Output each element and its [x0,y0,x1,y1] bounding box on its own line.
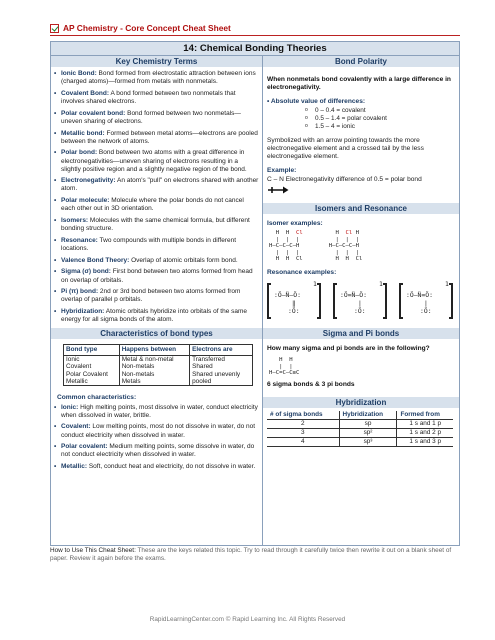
isomer-structure-1: H H Cl | | | H–C–C–C–H | | | H H Cl [269,230,303,263]
table-header: Bond type [64,344,120,355]
bond-types-heading: Characteristics of bond types [51,328,262,339]
table-row [267,428,453,437]
table-cell: pooled [190,378,253,386]
document-title: AP Chemistry - Core Concept Cheat Sheet [63,23,231,34]
isomer-label: Isomer examples: [267,220,323,228]
table-header-row [267,411,453,420]
hybridization-heading: Hybridization [263,397,459,408]
table-header: # of sigma bonds [267,411,339,420]
term-item: • Ionic Bond: Bond formed from electrostatic attraction between ions (charged atoms)—formed from metals with nonmetals. [54,70,259,86]
table-cell: sp³ [339,437,397,446]
diff-item: o 0 – 0.4 = covalent [309,107,455,115]
right-column [263,56,459,546]
sigma-pi-heading: Sigma and Pi bonds [263,328,459,339]
term-item: • Pi (π) bond: 2nd or 3rd bond between two atoms formed from overlap of parallel p orbitals. [54,288,259,304]
table-cell: 1 s and 1 p [397,419,453,428]
how-to-label: How to Use This Cheat Sheet: [50,547,136,554]
svg-text:|: | [424,298,428,307]
abs-diff-label: • Absolute value of differences: [267,98,366,106]
term-item: • Polar covalent bond: Bond formed between two nonmetals—uneven sharing of electrons. [54,110,259,126]
term-item: • Polar molecule: Molecule where the polar bonds do not cancel each other out in 3D orientation. [54,197,259,213]
example-text: C – N Electronegativity difference of 0.5 = polar bond [267,175,422,183]
table-header: Hybridization [339,411,397,420]
sigma-pi-section [263,339,459,393]
characteristic-item: • Covalent: Low melting points, most do not dissolve in water, do not conduct electricity when dissolved in water. [54,423,259,439]
cheat-sheet-page [50,41,460,546]
table-cell: 2 [267,419,339,428]
table-row [267,419,453,428]
term-item: • Metallic bond: Formed between metal atoms—electrons are pooled between the network of atoms. [54,130,259,146]
table-cell: Shared [190,363,253,370]
how-to-text: These are the keys related this topic. Try to read through it carefully twice then rewrite it out on a blank sheet of paper. Review it again before the exams. [50,547,452,562]
term-item: • Covalent Bond: A bond formed between two nonmetals that involves shared electrons. [54,90,259,106]
term-item: • Polar bond: Bond between two atoms with a great difference in electronegativities—uneven sharing of electrons resulting in a slightly positive region and a slightly negative region of the bond. [54,149,259,173]
svg-text:1: 1 [445,279,449,288]
common-characteristics-list [51,403,262,472]
isomers-section [263,214,459,326]
table-cell: 1 s and 2 p [397,428,453,437]
document-header [50,22,460,36]
table-cell: Metals [119,378,189,386]
svg-text::Ö:: :Ö: [354,306,366,315]
table-cell: sp² [339,428,397,437]
table-cell: Metallic [66,378,88,386]
sigma-answer: 6 sigma bonds & 3 pi bonds [267,381,355,389]
arrow-description: Symbolized with an arrow pointing towards the more electronegative element and a crossed tail by the less electronegative element. [267,136,424,161]
bond-types-table [63,344,253,386]
term-item: • Resonance: Two compounds with multiple bonds in different locations. [54,237,259,253]
table-cell: Metal & non-metal [119,355,189,363]
svg-text::Ö=N̈–Ö:: :Ö=N̈–Ö: [340,290,367,299]
isomer-structures [269,230,455,262]
table-cell: Polar Covalent [66,370,108,378]
table-header-row [64,344,253,355]
table-cell: Covalent [66,363,92,371]
characteristic-item: • Polar covalent: Medium melting points, some dissolve in water, do not conduct electricity when dissolved in water. [54,443,259,459]
term-item: • Valence Bond Theory: Overlap of atomic orbitals form bond. [54,257,259,265]
how-to-use-note [50,547,460,563]
polar-arrow-icon [267,186,289,194]
example-label: Example: [267,167,297,175]
key-terms-heading: Key Chemistry Terms [51,56,262,67]
table-cell: Non-metals [119,371,189,378]
term-item: • Hybridization: Atomic orbitals hybridize into orbitals of the same energy for all sigma bonds of the atom. [54,308,259,324]
svg-text::Ö–N̈=Ö:: :Ö–N̈=Ö: [406,290,433,299]
characteristic-item: • Metallic: Soft, conduct heat and electricity, do not dissolve in water. [54,463,259,471]
resonance-label: Resonance examples: [267,269,337,277]
diff-item: o 1.5 – 4 = ionic [309,123,455,131]
table-cell: Non-metals [119,363,189,370]
resonance-structures [267,280,455,320]
bond-polarity-section [263,67,459,200]
checkbox-icon [50,24,59,33]
table-cell: sp [339,419,397,428]
table-header: Formed from [397,411,453,420]
table-row [267,437,453,446]
sigma-question: How many sigma and pi bonds are in the following? [267,344,430,352]
characteristic-item: • Ionic: High melting points, most dissolve in water, conduct electricity when dissolved in water, brittle. [54,404,259,420]
table-row [64,363,253,370]
table-cell: Transferred [190,355,253,363]
table-cell: 3 [267,428,339,437]
svg-text:1: 1 [379,279,383,288]
svg-text:|: | [358,298,362,307]
svg-text:1: 1 [313,279,317,288]
sigma-structure: H H | | H–C=C–C≡C [269,357,300,376]
svg-text::Ö:: :Ö: [420,306,432,315]
table-cell: Shared unevenly [190,371,253,378]
table-header: Happens between [119,344,189,355]
table-cell: Ionic [66,355,80,363]
hybridization-table [267,411,453,447]
isomer-structure-2: H Cl H | | | H–C–C–C–H | | | H H Cl [328,230,363,263]
table-row [64,355,253,363]
polarity-intro: When nonmetals bond covalently with a large difference in electronegativity. [267,76,451,92]
table-row [64,371,253,378]
common-characteristics-heading: Common characteristics: [57,394,137,402]
table-cell: 4 [267,437,339,446]
table-header: Electrons are [190,344,253,355]
table-cell: 1 s and 3 p [397,437,453,446]
bond-polarity-heading: Bond Polarity [263,56,459,67]
isomers-heading: Isomers and Resonance [263,203,459,214]
svg-text::Ö–N̈–Ö:: :Ö–N̈–Ö: [274,290,301,299]
key-terms-list [51,67,262,324]
diff-item: o 0.5 – 1.4 = polar covalent [309,115,455,123]
svg-text::Ö:: :Ö: [288,306,300,315]
term-item: • Electronegativity: An atom's "pull" on electrons shared with another atom. [54,177,259,193]
term-item: • Isomers: Molecules with the same chemical formula, but different bonding structure. [54,217,259,233]
abs-diff-list [309,107,455,131]
svg-text:‖: ‖ [292,298,296,307]
left-column [51,56,263,546]
table-row [64,378,253,386]
footer: RapidLearningCenter.com © Rapid Learning Inc. All Rights Reserved [149,616,346,623]
term-item: • Sigma (σ) bond: First bond between two atoms formed from head on overlap of orbitals. [54,268,259,284]
main-title: 14: Chemical Bonding Theories [51,42,459,56]
